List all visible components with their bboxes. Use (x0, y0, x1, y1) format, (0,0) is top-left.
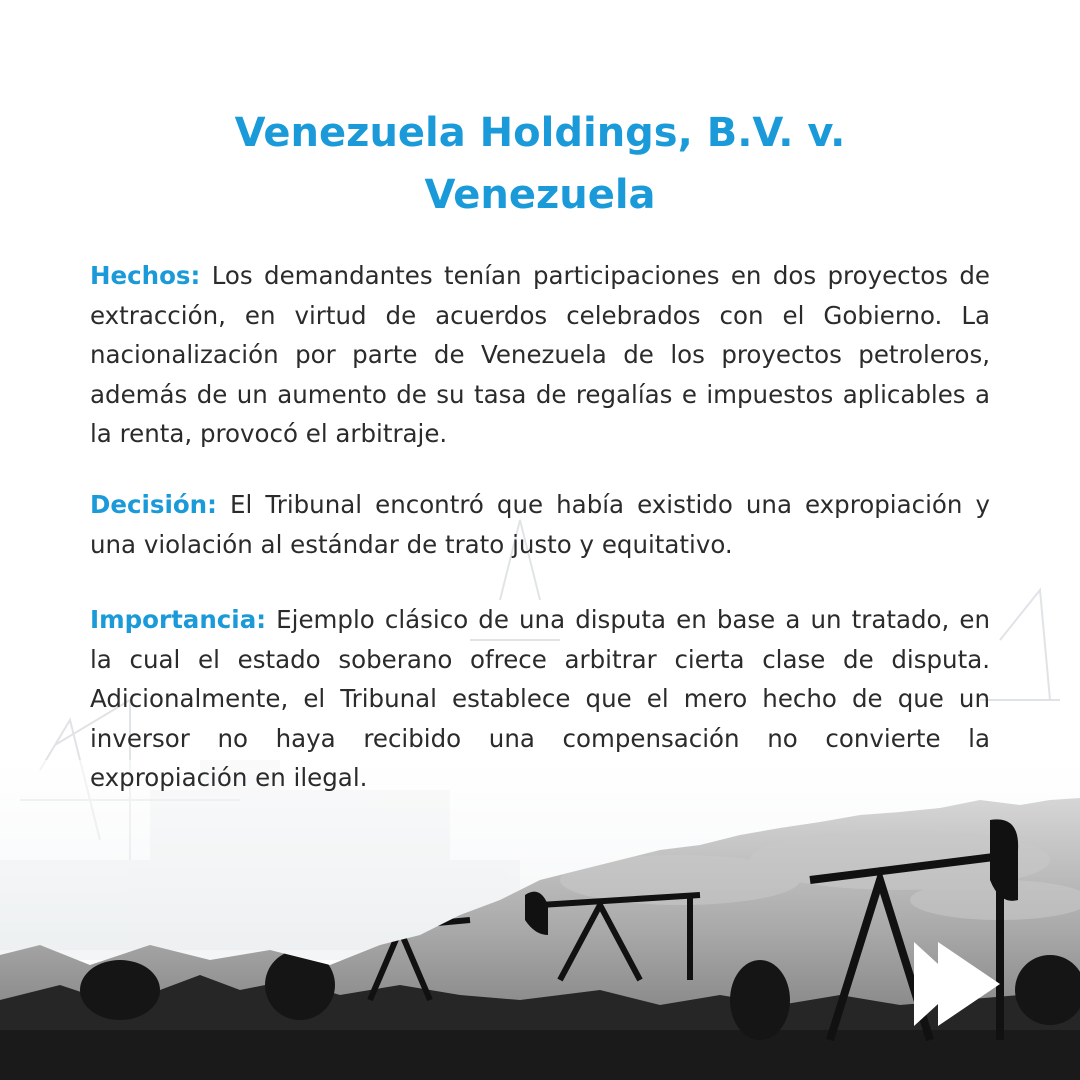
case-title-line1: Venezuela Holdings, B.V. v. (234, 110, 846, 156)
importancia-section (90, 600, 990, 798)
hechos-label: Hechos: (90, 261, 201, 290)
decision-label: Decisión: (90, 490, 217, 519)
hechos-text: Los demandantes tenían participaciones en dos proyectos de extracción, en virtud de acuerdos celebrados con el Gobierno. La nacionalización por parte de Venezuela de los proyectos petroleros, además de un aumento de su tasa de regalías e impuestos aplicables a la renta, provocó el arbitraje. (90, 261, 990, 448)
importancia-label: Importancia: (90, 605, 267, 634)
hechos-section (90, 256, 990, 454)
next-arrow-icon (908, 938, 1008, 1030)
decision-text: El Tribunal encontró que había existido una expropiación y una violación al estándar de trato justo y equitativo. (90, 490, 990, 559)
case-title-line2: Venezuela (424, 172, 656, 218)
case-title (90, 102, 990, 226)
next-slide-button[interactable] (908, 938, 1008, 1030)
importancia-text: Ejemplo clásico de una disputa en base a un tratado, en la cual el estado soberano ofrece arbitrar cierta clase de disputa. Adicionalmente, el Tribunal establece que el mero hecho de que un inversor no haya recibido una compensación no convierte la expropiación en ilegal. (90, 605, 991, 792)
decision-section (90, 485, 990, 564)
